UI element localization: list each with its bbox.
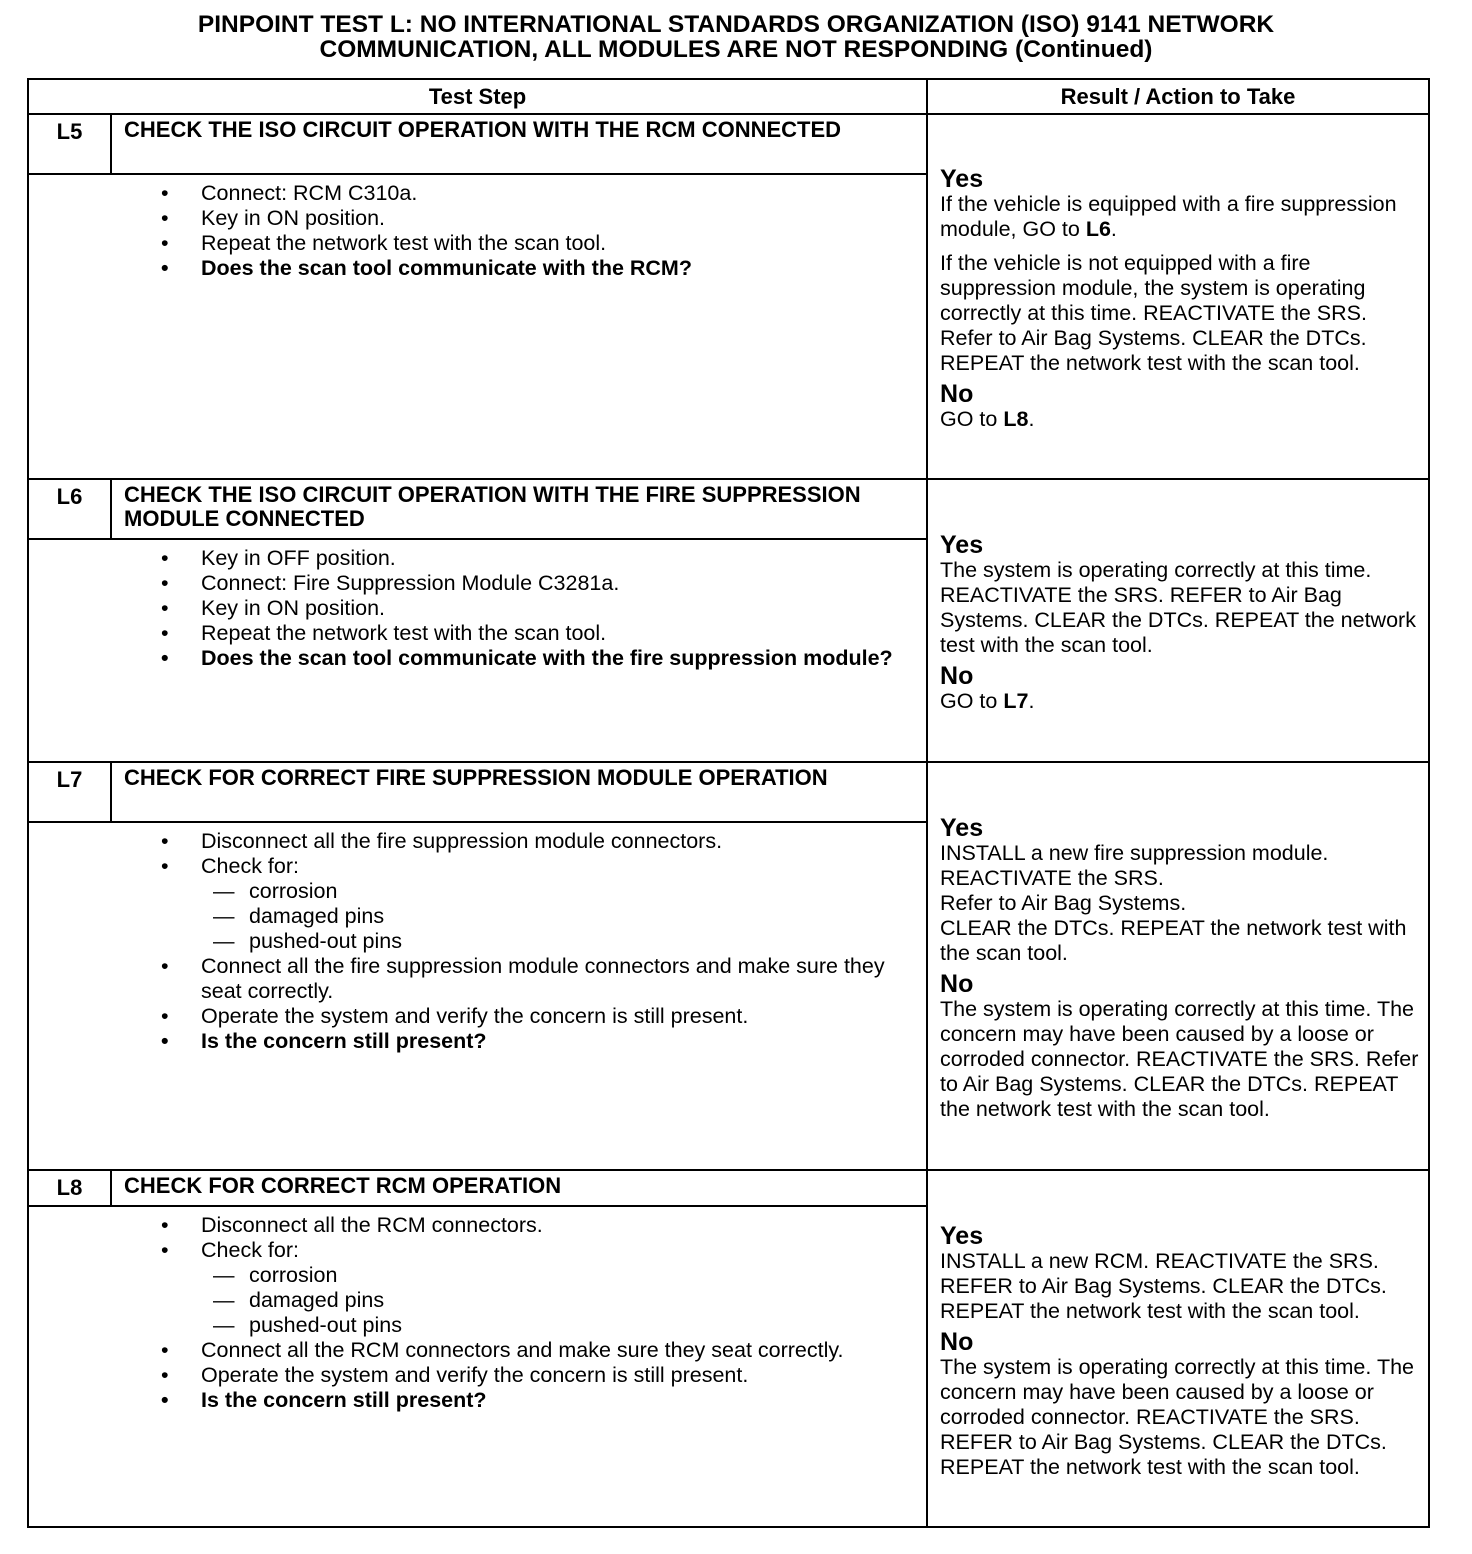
step-instructions	[111, 174, 927, 479]
instruction-item: • Connect all the fire suppression module connectors and make sure they seat correctly.	[161, 954, 885, 1003]
instruction-subitem: — damaged pins	[213, 904, 385, 928]
yes-label: Yes	[940, 1221, 984, 1250]
yes-label: Yes	[940, 814, 984, 842]
yes-text: If the vehicle is equipped with a fire suppression module, GO to L6.	[940, 192, 1397, 241]
pinpoint-test-table	[27, 78, 1430, 1528]
step-instructions	[111, 539, 927, 762]
step-number-spacer	[28, 1206, 111, 1527]
goto-link[interactable]: L7	[1003, 689, 1029, 713]
header-result: Result / Action to Take	[927, 79, 1429, 114]
instruction-item: • Disconnect all the fire suppression module connectors.	[161, 829, 723, 853]
yes-text: INSTALL a new RCM. REACTIVATE the SRS. REFER to Air Bag Systems. CLEAR the DTCs. REPEAT the network test with the scan tool.	[940, 1248, 1387, 1323]
no-text: GO to L8.	[940, 407, 1035, 431]
no-label: No	[940, 380, 974, 408]
instruction-question: • Is the concern still present?	[161, 1029, 487, 1053]
instruction-question: • Is the concern still present?	[161, 1388, 487, 1412]
instruction-item: • Key in ON position.	[161, 596, 386, 620]
no-text: The system is operating correctly at this time. The concern may have been caused by a loose or corroded connector. REACTIVATE the SRS. Refer to Air Bag Systems. CLEAR the DTCs. REPEAT the network test with the scan tool.	[940, 997, 1419, 1121]
no-label: No	[940, 662, 974, 690]
yes-text: The system is operating correctly at this time. REACTIVATE the SRS. REFER to Air Bag Systems. CLEAR the DTCs. REPEAT the network test with the scan tool.	[940, 558, 1416, 657]
step-title: CHECK THE ISO CIRCUIT OPERATION WITH THE FIRE SUPPRESSION MODULE CONNECTED	[111, 479, 927, 539]
instruction-item: • Check for:	[161, 1238, 299, 1262]
step-title-row-l5	[28, 114, 1429, 174]
step-instructions	[111, 1206, 927, 1527]
step-number: L5	[28, 114, 111, 174]
instruction-item: • Operate the system and verify the concern is still present.	[161, 1004, 749, 1028]
yes-text-alt: If the vehicle is not equipped with a fire suppression module, the system is operating correctly at this time. REACTIVATE the SRS. Refer to Air Bag Systems. CLEAR the DTCs. REPEAT the network test with the scan tool.	[940, 251, 1367, 375]
instruction-item: • Operate the system and verify the concern is still present.	[161, 1363, 749, 1387]
instruction-item: • Connect: RCM C310a.	[161, 181, 418, 205]
instruction-item: • Connect: Fire Suppression Module C3281a.	[161, 571, 620, 595]
header-test-step: Test Step	[28, 79, 927, 114]
result-cell-l7	[927, 762, 1429, 1170]
step-title-row-l6	[28, 479, 1429, 539]
step-number: L6	[28, 479, 111, 539]
result-cell-l8	[927, 1170, 1429, 1527]
no-label: No	[940, 1327, 974, 1356]
instruction-item: • Check for:	[161, 854, 299, 878]
instruction-item: • Disconnect all the RCM connectors.	[161, 1213, 543, 1237]
instruction-item: • Repeat the network test with the scan tool.	[161, 231, 607, 255]
instruction-item: • Key in OFF position.	[161, 546, 396, 570]
instruction-item: • Repeat the network test with the scan tool.	[161, 621, 607, 645]
result-cell-l5	[927, 114, 1429, 479]
step-title: CHECK FOR CORRECT RCM OPERATION	[111, 1170, 927, 1206]
table-header-row	[28, 79, 1429, 114]
page-title	[0, 12, 1472, 62]
no-text: The system is operating correctly at this time. The concern may have been caused by a loose or corroded connector. REACTIVATE the SRS. REFER to Air Bag Systems. CLEAR the DTCs. REPEAT the network test with the scan tool.	[940, 1354, 1414, 1479]
yes-text: INSTALL a new fire suppression module. REACTIVATE the SRS. Refer to Air Bag Systems. CLEAR the DTCs. REPEAT the network test with the scan tool.	[940, 841, 1407, 965]
no-label: No	[940, 970, 974, 998]
step-instructions	[111, 822, 927, 1170]
yes-label: Yes	[940, 165, 984, 193]
result-cell-l6	[927, 479, 1429, 762]
title-line-2: COMMUNICATION, ALL MODULES ARE NOT RESPONDING (Continued)	[319, 36, 1153, 63]
instruction-question: • Does the scan tool communicate with the fire suppression module?	[161, 646, 893, 670]
instruction-subitem: — damaged pins	[213, 1288, 385, 1312]
instruction-subitem: — pushed-out pins	[213, 1313, 402, 1337]
step-number: L7	[28, 762, 111, 822]
instruction-subitem: — pushed-out pins	[213, 929, 402, 953]
step-number: L8	[28, 1170, 111, 1206]
instruction-subitem: — corrosion	[213, 1263, 338, 1287]
goto-link[interactable]: L6	[1085, 217, 1111, 241]
step-title-row-l7	[28, 762, 1429, 822]
step-title: CHECK THE ISO CIRCUIT OPERATION WITH THE RCM CONNECTED	[111, 114, 927, 174]
title-line-1: PINPOINT TEST L: NO INTERNATIONAL STANDARDS ORGANIZATION (ISO) 9141 NETWORK	[197, 11, 1275, 38]
step-title-row-l8	[28, 1170, 1429, 1206]
step-number-spacer	[28, 822, 111, 1170]
instruction-question: • Does the scan tool communicate with the RCM?	[161, 256, 692, 280]
instruction-item: • Connect all the RCM connectors and make sure they seat correctly.	[161, 1338, 844, 1362]
instruction-subitem: — corrosion	[213, 879, 338, 903]
step-number-spacer	[28, 174, 111, 479]
yes-label: Yes	[940, 531, 984, 559]
goto-link[interactable]: L8	[1003, 407, 1029, 431]
step-number-spacer	[28, 539, 111, 762]
no-text: GO to L7.	[940, 689, 1035, 713]
step-title: CHECK FOR CORRECT FIRE SUPPRESSION MODULE OPERATION	[111, 762, 927, 822]
instruction-item: • Key in ON position.	[161, 206, 386, 230]
